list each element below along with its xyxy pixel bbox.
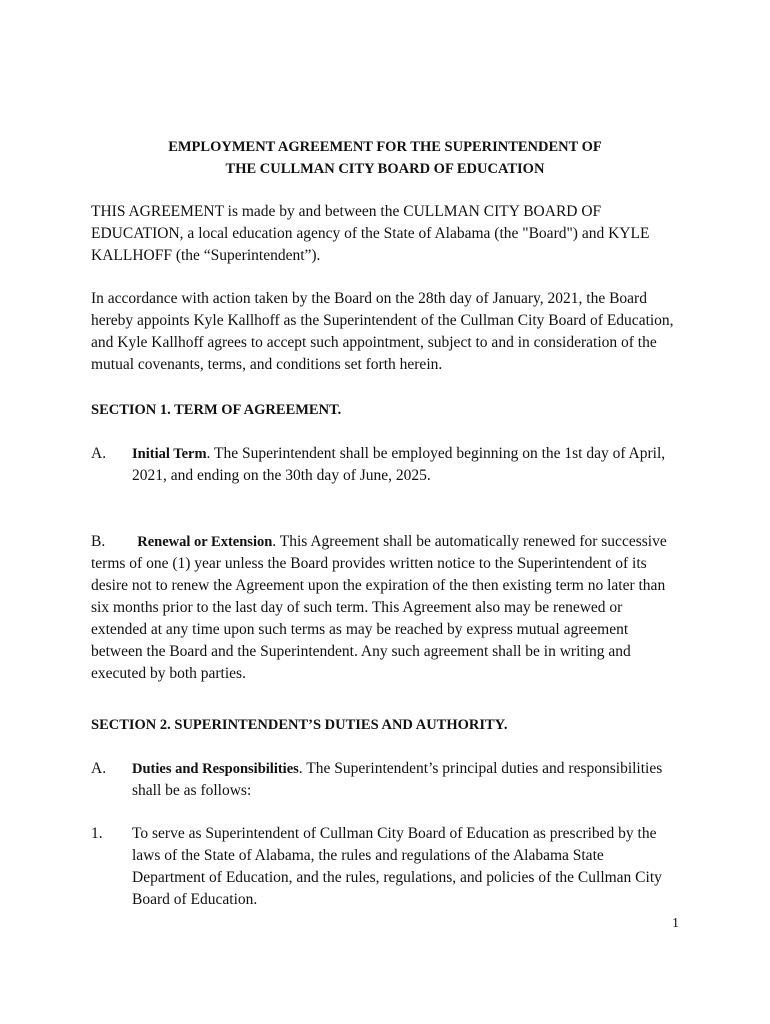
duties-text: . The Superintendent’s principal duties and responsibilities shall be as follows: (132, 760, 663, 799)
recital-paragraph (91, 288, 681, 376)
section-1-a-body (132, 443, 677, 487)
section-2-item-1-text: To serve as Superintendent of Cullman City Board of Education as prescribed by the laws of the State of Alabama, the rules and regulations of the Alabama State Department of Education, and the rules, regulations, and policies of the Cullman City Board of Education. (132, 825, 662, 908)
page-number: 1 (672, 916, 679, 931)
renewal-text: . This Agreement shall be automatically renewed for successive terms of one (1) year unless the Board provides written notice to the Superintendent of its desire not to renew the Agreement upon the expiration of the then existing term no later than six months prior to the last day of such term. This Agreement also may be renewed or extended at any time upon such terms as may be reached by express mutual agreement between the Board and the Superintendent. Any such agreement shall be in writing and executed by both parties. (91, 533, 667, 682)
section-2-heading: SECTION 2. SUPERINTENDENT’S DUTIES AND AUTHORITY. (91, 717, 508, 733)
section-1-a-label: A. (91, 445, 107, 462)
section-1-b-label: B. (91, 533, 106, 550)
recital-text: In accordance with action taken by the Board on the 28th day of January, 2021, the Board hereby appoints Kyle Kallhoff as the Superintendent of the Cullman City Board of Education, and Kyle Kallhoff agrees to accept such appointment, subject to and in consideration of the mutual covenants, terms, and conditions set forth herein. (91, 290, 674, 373)
intro-paragraph (91, 201, 681, 267)
section-2-a-label: A. (91, 760, 107, 777)
initial-term-title: Initial Term (132, 446, 207, 462)
section-1-heading: SECTION 1. TERM OF AGREEMENT. (91, 402, 342, 418)
section-2-item-1-label: 1. (91, 825, 103, 842)
section-1-b-paragraph (91, 531, 671, 685)
title-line-1: EMPLOYMENT AGREEMENT FOR THE SUPERINTENDENT OF (168, 139, 602, 155)
intro-text: THIS AGREEMENT is made by and between the CULLMAN CITY BOARD OF EDUCATION, a local education agency of the State of Alabama (the "Board") and KYLE KALLHOFF (the “Superintendent”). (91, 203, 650, 264)
renewal-title: Renewal or Extension (137, 534, 273, 550)
title-line-2: THE CULLMAN CITY BOARD OF EDUCATION (225, 161, 545, 177)
duties-title: Duties and Responsibilities (132, 761, 299, 777)
document-title (60, 136, 710, 180)
section-2-a-body (132, 758, 677, 802)
initial-term-text: . The Superintendent shall be employed beginning on the 1st day of April, 2021, and ending on the 30th day of June, 2025. (132, 445, 666, 484)
